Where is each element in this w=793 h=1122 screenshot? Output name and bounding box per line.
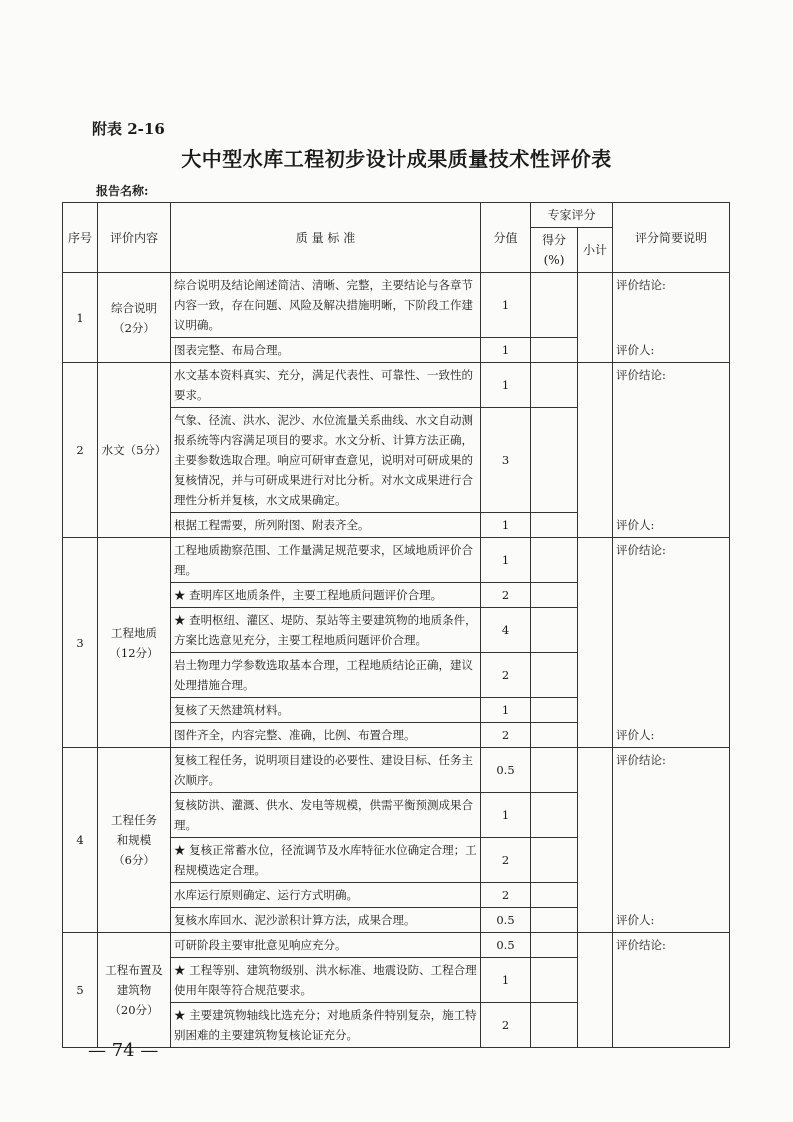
table-row — [63, 273, 730, 338]
score-input-cell[interactable] — [531, 933, 578, 958]
content-cell: 水文（5分） — [98, 363, 171, 538]
points-cell: 0.5 — [481, 908, 531, 933]
seq-cell: 3 — [63, 538, 98, 748]
subtotal-cell[interactable] — [578, 273, 613, 363]
score-input-cell[interactable] — [531, 583, 578, 608]
points-cell: 1 — [481, 513, 531, 538]
evaluator-label: 评价人: — [616, 343, 655, 357]
standard-cell: 可研阶段主要审批意见响应充分。 — [171, 933, 481, 958]
report-name-label: 报告名称: — [96, 184, 149, 198]
points-cell: 2 — [481, 583, 531, 608]
table-row — [63, 748, 730, 793]
seq-cell: 2 — [63, 363, 98, 538]
table-row — [63, 538, 730, 583]
score-input-cell[interactable] — [531, 723, 578, 748]
header-seq: 序号 — [63, 203, 98, 273]
conclusion-label: 评价结论: — [616, 368, 666, 382]
points-cell: 4 — [481, 608, 531, 653]
points-cell: 0.5 — [481, 933, 531, 958]
header-content: 评价内容 — [98, 203, 171, 273]
header-subtotal: 小计 — [578, 228, 613, 273]
subtotal-cell[interactable] — [578, 748, 613, 933]
standard-cell: 图件齐全，内容完整、准确，比例、布置合理。 — [171, 723, 481, 748]
standard-cell: 气象、径流、洪水、泥沙、水位流量关系曲线、水文自动测报系统等内容满足项目的要求。水文分析、计算方法正确，主要参数选取合理。响应可研审查意见，说明对可研成果的复核情况，并与可研成果进行对比分析。对水文成果进行合理性分析并复核，水文成果确定。 — [171, 408, 481, 513]
standard-cell: ★ 主要建筑物轴线比选充分；对地质条件特别复杂，施工特别困难的主要建筑物复核论证充分。 — [171, 1003, 481, 1048]
evaluation-table — [62, 202, 730, 1048]
score-input-cell[interactable] — [531, 538, 578, 583]
content-cell: 综合说明 （2分） — [98, 273, 171, 363]
header-score: 得分(%) — [531, 228, 578, 273]
standard-cell: 水文基本资料真实、充分，满足代表性、可靠性、一致性的要求。 — [171, 363, 481, 408]
score-input-cell[interactable] — [531, 748, 578, 793]
content-cell: 工程布置及 建筑物 （20分） — [98, 933, 171, 1048]
score-input-cell[interactable] — [531, 793, 578, 838]
conclusion-label: 评价结论: — [616, 543, 666, 557]
conclusion-label: 评价结论: — [616, 753, 666, 767]
standard-cell: ★ 查明库区地质条件，主要工程地质问题评价合理。 — [171, 583, 481, 608]
score-input-cell[interactable] — [531, 363, 578, 408]
standard-cell: ★ 查明枢纽、灌区、堤防、泵站等主要建筑物的地质条件，方案比选意见充分，主要工程地质问题评价合理。 — [171, 608, 481, 653]
seq-cell: 4 — [63, 748, 98, 933]
score-input-cell[interactable] — [531, 1003, 578, 1048]
conclusion-label: 评价结论: — [616, 278, 666, 292]
remarks-cell[interactable] — [613, 748, 730, 933]
score-input-cell[interactable] — [531, 408, 578, 513]
points-cell: 1 — [481, 273, 531, 338]
score-input-cell[interactable] — [531, 338, 578, 363]
conclusion-label: 评价结论: — [616, 938, 666, 952]
seq-cell: 5 — [63, 933, 98, 1048]
standard-cell: 工程地质勘察范围、工作量满足规范要求，区域地质评价合理。 — [171, 538, 481, 583]
points-cell: 1 — [481, 538, 531, 583]
subtotal-cell[interactable] — [578, 538, 613, 748]
standard-cell: 复核水库回水、泥沙淤积计算方法，成果合理。 — [171, 908, 481, 933]
remarks-cell[interactable] — [613, 363, 730, 538]
annex-label: 附表 2-16 — [92, 120, 165, 138]
header-remarks: 评分简要说明 — [613, 203, 730, 273]
page-number: — 74 — — [88, 1040, 159, 1061]
standard-cell: ★ 工程等别、建筑物级别、洪水标准、地震设防、工程合理使用年限等符合规范要求。 — [171, 958, 481, 1003]
score-input-cell[interactable] — [531, 273, 578, 338]
seq-cell: 1 — [63, 273, 98, 363]
points-cell: 1 — [481, 363, 531, 408]
points-cell: 2 — [481, 653, 531, 698]
page-title: 大中型水库工程初步设计成果质量技术性评价表 — [181, 147, 612, 171]
points-cell: 2 — [481, 883, 531, 908]
content-cell: 工程地质 （12分） — [98, 538, 171, 748]
table-row — [63, 933, 730, 958]
points-cell: 1 — [481, 338, 531, 363]
points-cell: 0.5 — [481, 748, 531, 793]
table-body — [63, 273, 730, 1048]
table-row — [63, 363, 730, 408]
remarks-cell[interactable] — [613, 273, 730, 363]
score-input-cell[interactable] — [531, 698, 578, 723]
standard-cell: 水库运行原则确定、运行方式明确。 — [171, 883, 481, 908]
standard-cell: 复核防洪、灌溉、供水、发电等规模，供需平衡预测成果合理。 — [171, 793, 481, 838]
points-cell: 1 — [481, 958, 531, 1003]
points-cell: 1 — [481, 698, 531, 723]
score-input-cell[interactable] — [531, 608, 578, 653]
points-cell: 2 — [481, 838, 531, 883]
standard-cell: 岩土物理力学参数选取基本合理，工程地质结论正确，建议处理措施合理。 — [171, 653, 481, 698]
subtotal-cell[interactable] — [578, 933, 613, 1048]
standard-cell: 复核了天然建筑材料。 — [171, 698, 481, 723]
points-cell: 2 — [481, 723, 531, 748]
standard-cell: ★ 复核正常蓄水位，径流调节及水库特征水位确定合理；工程规模选定合理。 — [171, 838, 481, 883]
score-input-cell[interactable] — [531, 958, 578, 1003]
standard-cell: 图表完整、布局合理。 — [171, 338, 481, 363]
content-cell: 工程任务 和规模 （6分） — [98, 748, 171, 933]
remarks-cell[interactable] — [613, 933, 730, 1048]
score-input-cell[interactable] — [531, 838, 578, 883]
header-expert: 专家评分 — [531, 203, 613, 228]
header-standard: 质 量 标 准 — [171, 203, 481, 273]
points-cell: 2 — [481, 1003, 531, 1048]
points-cell: 3 — [481, 408, 531, 513]
evaluator-label: 评价人: — [616, 518, 655, 532]
standard-cell: 综合说明及结论阐述简洁、清晰、完整，主要结论与各章节内容一致，存在问题、风险及解决措施明晰，下阶段工作建议明确。 — [171, 273, 481, 338]
score-input-cell[interactable] — [531, 908, 578, 933]
evaluator-label: 评价人: — [616, 728, 655, 742]
standard-cell: 复核工程任务，说明项目建设的必要性、建设目标、任务主次顺序。 — [171, 748, 481, 793]
remarks-cell[interactable] — [613, 538, 730, 748]
points-cell: 1 — [481, 793, 531, 838]
standard-cell: 根据工程需要，所列附图、附表齐全。 — [171, 513, 481, 538]
score-input-cell[interactable] — [531, 653, 578, 698]
evaluator-label: 评价人: — [616, 913, 655, 927]
subtotal-cell[interactable] — [578, 363, 613, 538]
header-points: 分值 — [481, 203, 531, 273]
score-input-cell[interactable] — [531, 883, 578, 908]
score-input-cell[interactable] — [531, 513, 578, 538]
